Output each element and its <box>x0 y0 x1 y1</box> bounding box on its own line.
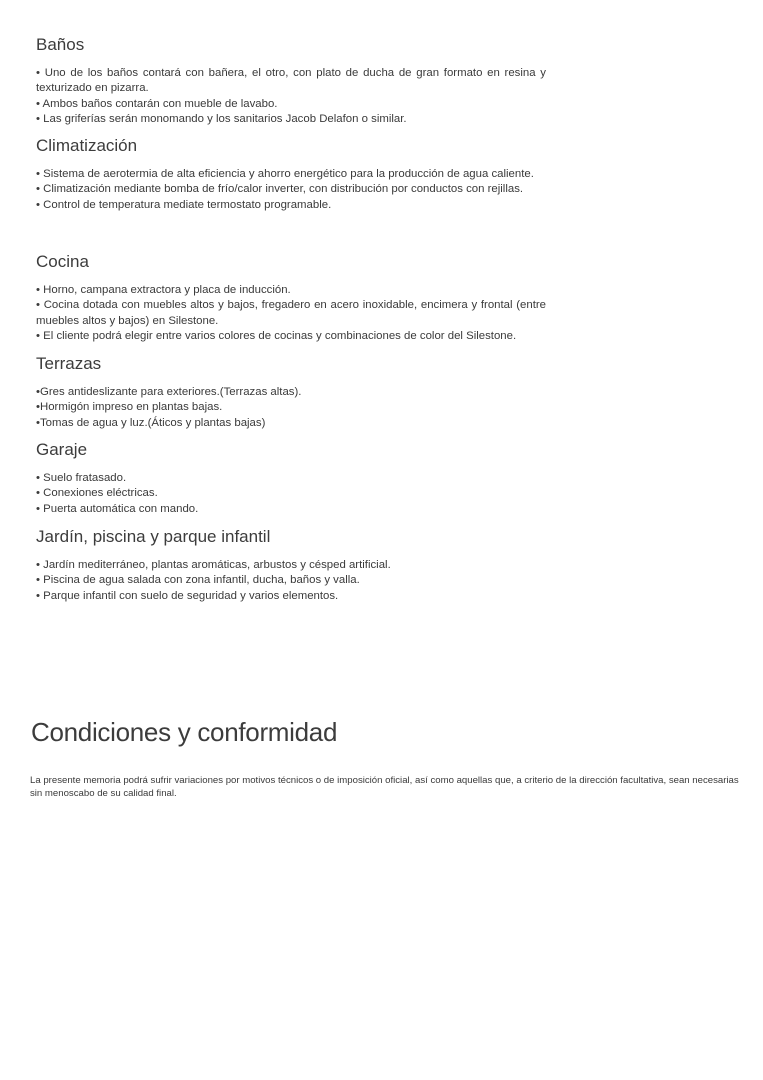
section-title: Baños <box>36 35 85 54</box>
list-item: •Hormigón impreso en plantas bajas. <box>36 401 223 414</box>
section-title: Jardín, piscina y parque infantil <box>36 527 271 546</box>
section-jardin <box>36 527 546 604</box>
section-list <box>36 558 546 604</box>
list-item: • Suelo fratasado. <box>36 472 127 484</box>
section-title: Climatización <box>36 136 138 155</box>
list-item: • Horno, campana extractora y placa de inducción. <box>36 284 291 296</box>
list-item: • Sistema de aerotermia de alta eficiencia y ahorro energético para la producción de agua caliente. <box>36 168 534 180</box>
list-item: • El cliente podrá elegir entre varios colores de cocinas y combinaciones de color del Silestone. <box>36 329 517 342</box>
section-list <box>36 283 546 344</box>
conditions-title: Condiciones y conformidad <box>31 717 338 747</box>
list-item: • Piscina de agua salada con zona infantil, ducha, baños y valla. <box>36 574 360 587</box>
list-item: • Uno de los baños contará con bañera, el otro, con plato de ducha de gran formato en resina y texturizado en pizarra. <box>36 67 546 95</box>
section-title: Garaje <box>36 440 88 459</box>
list-item: •Gres antideslizante para exteriores.(Terrazas altas). <box>36 386 302 398</box>
conditions-text: La presente memoria podrá sufrir variaciones por motivos técnicos o de imposición oficial, así como aquellas que, a criterio de la dirección facultativa, sean necesarias sin menoscabo de su calidad final. <box>30 775 739 799</box>
section-banos <box>36 35 546 127</box>
section-list <box>36 66 546 127</box>
list-item: • Climatización mediante bomba de frío/calor inverter, con distribución por conductos con rejillas. <box>36 183 524 196</box>
list-item: • Conexiones eléctricas. <box>36 487 158 500</box>
section-list <box>36 385 546 431</box>
list-item: • Ambos baños contarán con mueble de lavabo. <box>36 97 278 110</box>
section-terrazas <box>36 354 546 431</box>
section-title: Terrazas <box>36 354 102 373</box>
section-cocina <box>36 252 546 344</box>
list-item: • Las griferías serán monomando y los sanitarios Jacob Delafon o similar. <box>36 112 407 125</box>
section-climatizacion <box>36 136 546 213</box>
list-item: • Jardín mediterráneo, plantas aromáticas, arbustos y césped artificial. <box>36 559 391 571</box>
list-item: • Cocina dotada con muebles altos y bajos, fregadero en acero inoxidable, encimera y frontal (entre muebles altos y bajos) en Silestone. <box>36 299 546 327</box>
list-item: •Tomas de agua y luz.(Áticos y plantas bajas) <box>36 416 266 429</box>
section-garaje <box>36 440 546 517</box>
section-list <box>36 471 546 517</box>
list-item: • Puerta automática con mando. <box>36 502 199 515</box>
list-item: • Parque infantil con suelo de seguridad y varios elementos. <box>36 589 339 602</box>
list-item: • Control de temperatura mediate termostato programable. <box>36 198 332 211</box>
section-title: Cocina <box>36 252 89 271</box>
section-list <box>36 167 546 213</box>
